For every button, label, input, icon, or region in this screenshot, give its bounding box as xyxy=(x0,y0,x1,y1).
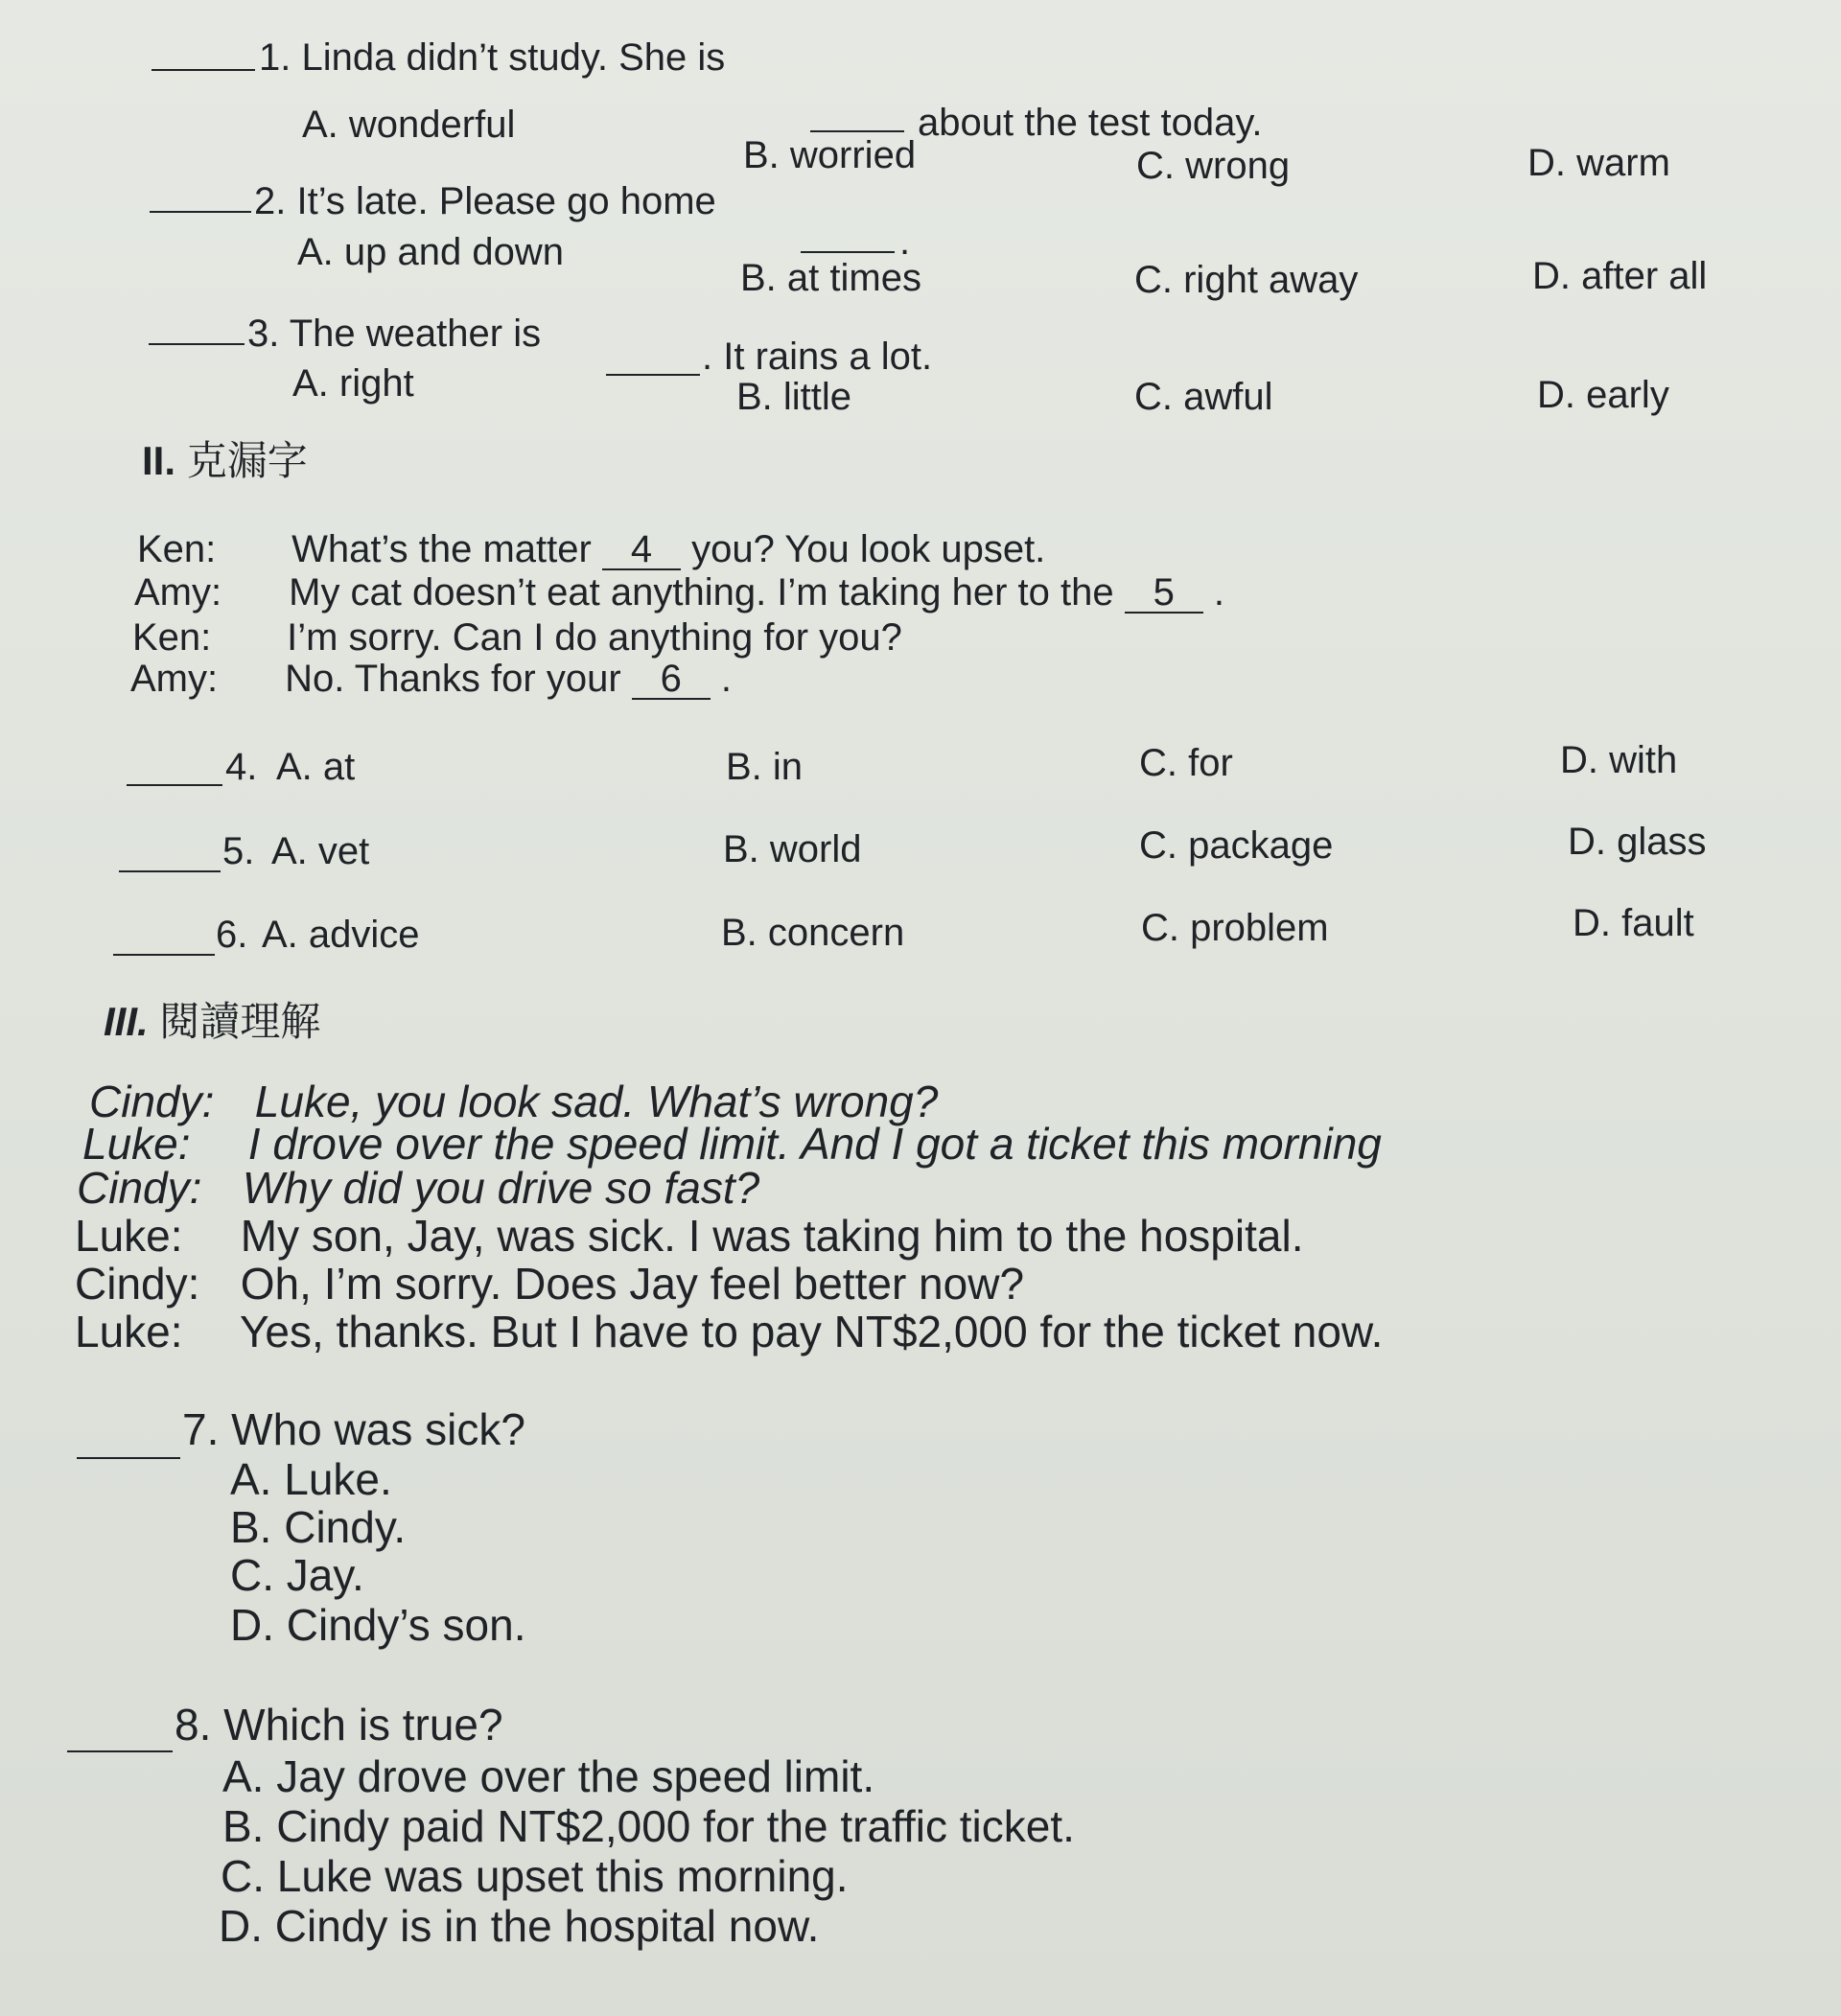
option-b[interactable]: B. Cindy paid NT$2,000 for the traffic ticket. xyxy=(222,1801,1075,1851)
option-c[interactable]: C. for xyxy=(1139,742,1233,784)
answer-blank-2[interactable] xyxy=(150,173,251,213)
question-stem-end: . It rains a lot. xyxy=(702,336,933,378)
cloze-blank-6[interactable]: 6 xyxy=(632,660,711,700)
dialogue-text: I’m sorry. Can I do anything for you? xyxy=(287,616,902,659)
answer-blank-5[interactable] xyxy=(119,832,221,872)
option-c[interactable]: C. right away xyxy=(1134,259,1359,301)
option-b[interactable]: B. concern xyxy=(721,912,905,954)
dialogue-text: . xyxy=(720,658,733,700)
dialogue-text: you? You look upset. xyxy=(691,528,1046,570)
question-number: 3. xyxy=(247,313,280,355)
option-c[interactable]: C. awful xyxy=(1134,376,1273,418)
question-stem-end: . xyxy=(899,220,911,263)
dialogue-line xyxy=(132,618,902,657)
dialogue-text: . xyxy=(1213,571,1224,614)
dialogue-text: What’s the matter xyxy=(291,528,592,570)
dialogue-text: I drove over the speed limit. And I got a ticket this morning xyxy=(247,1119,1382,1169)
option-a[interactable]: A. Jay drove over the speed limit. xyxy=(222,1751,875,1801)
question-stem: The weather is xyxy=(289,313,542,355)
question-stem: It’s late. Please go home xyxy=(296,180,716,222)
speaker-name: Amy: xyxy=(130,658,219,700)
section-number: II. xyxy=(142,438,176,483)
speaker-name: Ken: xyxy=(137,528,217,570)
speaker-name: Luke: xyxy=(82,1119,191,1169)
inline-blank[interactable] xyxy=(606,336,700,376)
option-a[interactable]: A. Luke. xyxy=(230,1454,392,1504)
option-c[interactable]: C. problem xyxy=(1141,907,1329,949)
speaker-name: Ken: xyxy=(132,616,212,659)
answer-blank-8[interactable] xyxy=(67,1712,173,1752)
question-number: 4. xyxy=(225,746,258,788)
option-d[interactable]: D. Cindy is in the hospital now. xyxy=(219,1901,820,1951)
option-b[interactable]: B. Cindy. xyxy=(230,1502,407,1552)
speaker-name: Amy: xyxy=(134,571,222,614)
speaker-name: Cindy: xyxy=(75,1259,200,1309)
option-c[interactable]: C. package xyxy=(1139,824,1334,867)
dialogue-line xyxy=(82,1119,1382,1169)
question-number: 5. xyxy=(222,830,255,872)
option-a[interactable]: A. vet xyxy=(271,830,370,872)
option-a[interactable]: A. right xyxy=(292,362,414,405)
question-stem-end: about the test today. xyxy=(918,102,1263,144)
speaker-name: Luke: xyxy=(75,1211,183,1261)
section-heading-cloze xyxy=(142,438,308,483)
option-d[interactable]: D. early xyxy=(1537,374,1669,416)
dialogue-line xyxy=(137,530,1045,570)
question-number: 7. xyxy=(182,1404,220,1454)
section-number: III. xyxy=(104,999,149,1044)
option-d[interactable]: D. with xyxy=(1560,739,1678,781)
option-d[interactable]: D. warm xyxy=(1527,142,1670,184)
dialogue-text: Oh, I’m sorry. Does Jay feel better now? xyxy=(240,1259,1025,1309)
dialogue-text: No. Thanks for your xyxy=(285,658,621,700)
option-d[interactable]: D. glass xyxy=(1568,821,1707,863)
question-stem: Which is true? xyxy=(223,1700,503,1750)
option-d[interactable]: D. fault xyxy=(1573,902,1694,944)
dialogue-line xyxy=(134,573,1224,614)
section-heading-reading xyxy=(104,999,321,1044)
dialogue-line xyxy=(75,1259,1025,1309)
dialogue-line xyxy=(75,1309,1383,1354)
option-b[interactable]: B. worried xyxy=(743,134,917,176)
option-b[interactable]: B. at times xyxy=(740,257,921,299)
question-stem: Linda didn’t study. She is xyxy=(301,36,726,79)
cloze-blank-5[interactable]: 5 xyxy=(1125,573,1203,614)
dialogue-line xyxy=(89,1079,938,1124)
question-number: 8. xyxy=(175,1700,212,1750)
option-d[interactable]: D. Cindy’s son. xyxy=(230,1600,526,1650)
option-c[interactable]: C. wrong xyxy=(1136,145,1291,187)
option-b[interactable]: B. in xyxy=(726,746,804,788)
option-a[interactable]: A. up and down xyxy=(297,231,564,273)
speaker-name: Cindy: xyxy=(77,1163,202,1213)
dialogue-text: Yes, thanks. But I have to pay NT$2,000 for the ticket now. xyxy=(239,1307,1384,1356)
dialogue-text: Luke, you look sad. What’s wrong? xyxy=(254,1077,939,1126)
dialogue-text: My son, Jay, was sick. I was taking him to the hospital. xyxy=(240,1211,1304,1261)
answer-blank-3[interactable] xyxy=(149,305,245,345)
question-number: 2. xyxy=(254,180,287,222)
speaker-name: Cindy: xyxy=(89,1077,215,1126)
dialogue-line xyxy=(75,1211,1304,1261)
option-a[interactable]: A. advice xyxy=(262,914,420,956)
question-stem: Who was sick? xyxy=(231,1404,525,1454)
dialogue-line xyxy=(130,660,732,700)
option-c[interactable]: C. Luke was upset this morning. xyxy=(221,1851,849,1901)
option-c[interactable]: C. Jay. xyxy=(230,1550,364,1600)
option-b[interactable]: B. world xyxy=(723,828,862,870)
dialogue-text: My cat doesn’t eat anything. I’m taking her to the xyxy=(289,571,1114,614)
answer-blank-6[interactable] xyxy=(113,915,215,956)
answer-blank-4[interactable] xyxy=(127,746,222,786)
section-title: 閱讀理解 xyxy=(159,999,321,1044)
option-a[interactable]: A. at xyxy=(276,746,356,788)
dialogue-text: Why did you drive so fast? xyxy=(242,1163,760,1213)
option-d[interactable]: D. after all xyxy=(1532,255,1708,297)
answer-blank-7[interactable] xyxy=(77,1419,180,1459)
speaker-name: Luke: xyxy=(75,1307,183,1356)
answer-blank-1[interactable] xyxy=(151,31,255,71)
option-a[interactable]: A. wonderful xyxy=(302,104,516,146)
dialogue-line xyxy=(77,1163,760,1213)
inline-blank[interactable] xyxy=(810,92,904,132)
option-b[interactable]: B. little xyxy=(736,376,852,418)
cloze-blank-4[interactable]: 4 xyxy=(602,530,681,570)
question-number: 1. xyxy=(259,36,291,79)
question-number: 6. xyxy=(216,914,248,956)
inline-blank[interactable] xyxy=(801,213,895,253)
section-title: 克漏字 xyxy=(186,438,308,483)
